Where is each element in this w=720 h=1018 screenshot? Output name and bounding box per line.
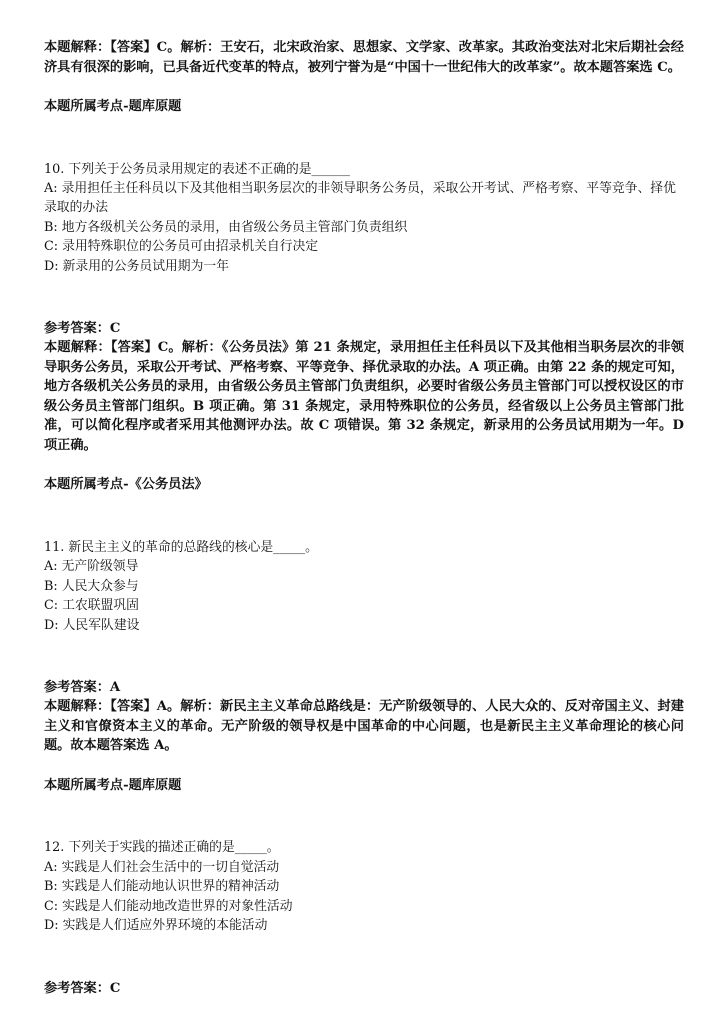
q12-answer: 参考答案：C (44, 980, 121, 996)
question-10 (44, 160, 684, 276)
q9-explanation: 本题解释：【答案】C。解析：王安石，北宋政治家、思想家、文学家、改革家。其政治变法对北宋后期社会经济具有很深的影响，已具备近代变革的特点，被列宁誉为是“中国十一世纪伟大的改革家”。故本题答案选 C。 (44, 40, 684, 75)
q11-option-b: B: 人民大众参与 (44, 578, 139, 594)
q11-option-a: A: 无产阶级领导 (44, 559, 139, 575)
q10-option-b: B: 地方各级机关公务员的录用，由省级公务员主管部门负责组织 (44, 219, 408, 235)
q11-option-c: C: 工农联盟巩固 (44, 598, 139, 614)
q11-question: 11. 新民主主义的革命的总路线的核心是_____。 (44, 539, 318, 555)
question-11 (44, 538, 684, 635)
q10-answer: 参考答案：C (44, 320, 121, 336)
q10-question: 10. 下列关于公务员录用规定的表述不正确的是______ (44, 161, 350, 177)
document-page (44, 38, 684, 998)
question-12 (44, 838, 684, 935)
q12-question: 12. 下列关于实践的描述正确的是_____。 (44, 840, 280, 856)
q10-explanation: 本题解释：【答案】C。解析：《公务员法》第 21 条规定，录用担任主任科员以下及其他相当职务层次的非领导职务公务员，采取公开考试、严格考察、平等竞争、择优录取的办法。A 项正确。由第 22 条的规定可知，地方各级机关公务员的录用，由省级公务员主管部门负责组织，必要时省级公务员主管部门可以授权设区的市级公务员主管部门组织。B 项正确。第 31 条规定，录用特殊职位的公务员，经省级以上公务员主管部门批准，可以简化程序或者采用其他测评办法。故 C 项错误。第 32 条规定，新录用的公务员试用期为一年。D 项正确。 (44, 340, 684, 453)
q12-option-b: B: 实践是人们能动地认识世界的精神活动 (44, 879, 280, 895)
q11-topic: 本题所属考点-题库原题 (44, 777, 182, 793)
q12-option-a: A: 实践是人们社会生活中的一切自觉活动 (44, 859, 280, 875)
q10-topic: 本题所属考点-《公务员法》 (44, 477, 208, 493)
q12-option-c: C: 实践是人们能动地改造世界的对象性活动 (44, 898, 293, 914)
q10-option-a: A: 录用担任主任科员以下及其他相当职务层次的非领导职务公务员，采取公开考试、严格考察、平等竞争、择优录取的办法 (44, 180, 676, 216)
q10-option-d: D: 新录用的公务员试用期为一年 (44, 258, 229, 274)
q10-option-c: C: 录用特殊职位的公务员可由招录机关自行决定 (44, 239, 319, 255)
q11-answer: 参考答案：A (44, 679, 121, 695)
q12-option-d: D: 实践是人们适应外界环境的本能活动 (44, 918, 268, 934)
q11-explanation: 本题解释：【答案】A。解析：新民主主义革命总路线是：无产阶级领导的、人民大众的、反对帝国主义、封建主义和官僚资本主义的革命。无产阶级的领导权是中国革命的中心问题，也是新民主主义革命理论的核心问题。故本题答案选 A。 (44, 699, 684, 754)
q9-topic: 本题所属考点-题库原题 (44, 99, 182, 114)
q11-option-d: D: 人民军队建设 (44, 617, 140, 633)
